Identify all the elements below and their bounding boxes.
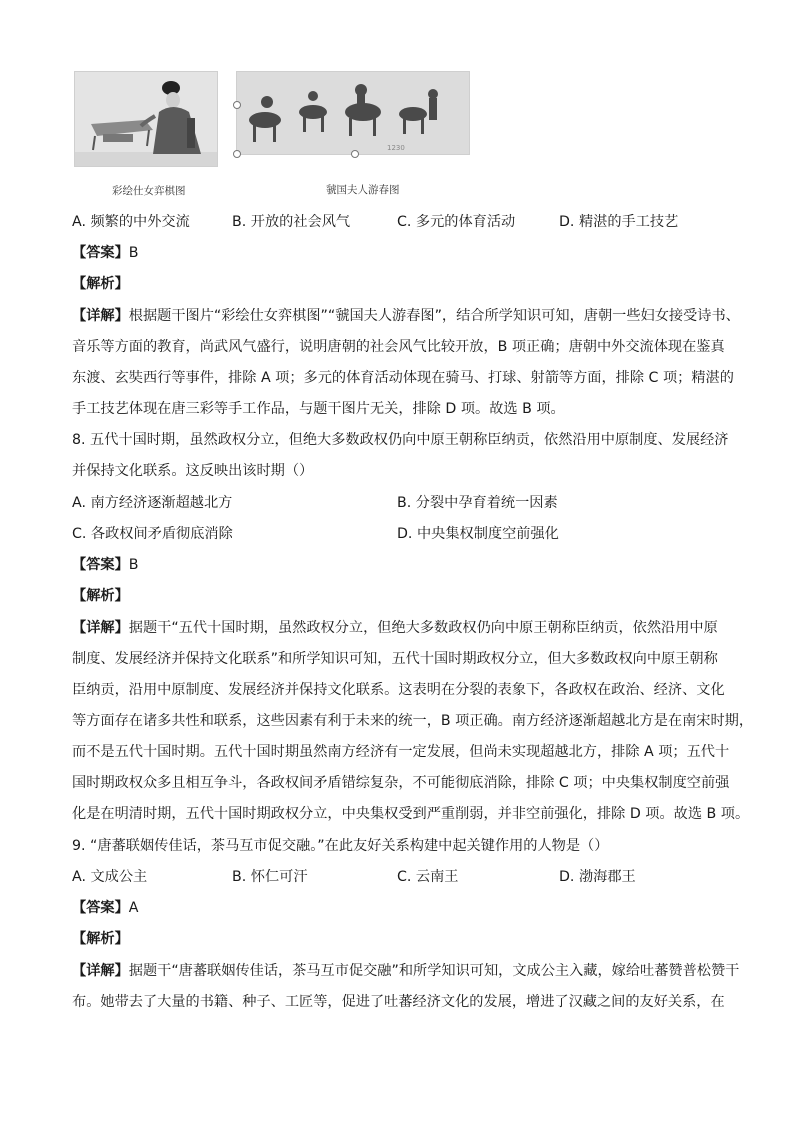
q7-option-b: B. 开放的社会风气 <box>232 214 351 230</box>
q8-detail-line: 国时期政权众多且相互争斗，各政权间矛盾错综复杂，不可能彻底消除，排除 C 项；中央集权制度空前强 <box>72 775 730 791</box>
q8-detail-line: 【详解】据题干“五代十国时期，虽然政权分立，但绝大多数政权仍向中原王朝称臣纳贡，依然沿用中原 <box>72 620 718 636</box>
answer-value: B <box>128 557 139 573</box>
q9-detail-line: 布。她带去了大量的书籍、种子、工匠等，促进了吐蕃经济文化的发展，增进了汉藏之间的友好关系，在 <box>72 994 725 1010</box>
detail-tag: 【详解】 <box>72 963 129 979</box>
q7-option-d: D. 精湛的手工技艺 <box>559 214 679 230</box>
lady-chess-painting <box>75 72 217 166</box>
q9-detail-line: 【详解】据题干“唐蕃联姻传佳话，茶马互市促交融”和所学知识可知，文成公主入藏，嫁给吐蕃赞普松赞干 <box>72 963 740 979</box>
q8-answer <box>72 555 139 575</box>
q8-stem-line: 8. 五代十国时期，虽然政权分立，但绝大多数政权仍向中原王朝称臣纳贡，依然沿用中原制度、发展经济 <box>72 432 729 448</box>
q8-stem-line: 并保持文化联系。这反映出该时期（） <box>72 463 314 479</box>
svg-text:1230: 1230 <box>387 144 405 152</box>
q8-option-c: C. 各政权间矛盾彻底消除 <box>72 526 233 542</box>
figure-lady-chess-image <box>74 71 218 167</box>
answer-value: A <box>128 900 139 916</box>
spring-outing-painting <box>237 72 469 154</box>
figure-spring-outing-image <box>236 71 470 155</box>
q7-detail-line: 东渡、玄奘西行等事件，排除 A 项；多元的体育活动体现在骑马、打球、射箭等方面，排除 C 项；精湛的 <box>72 370 734 386</box>
figure-caption: 虢国夫人游春图 <box>326 184 400 196</box>
q8-detail-line: 而不是五代十国时期。五代十国时期虽然南方经济有一定发展，但尚未实现超越北方，排除 A 项；五代十 <box>72 744 730 760</box>
q7-answer <box>72 243 139 263</box>
q8-option-d: D. 中央集权制度空前强化 <box>397 526 559 542</box>
q9-option-b: B. 怀仁可汗 <box>232 869 308 885</box>
q9-option-d: D. 渤海郡王 <box>559 869 636 885</box>
answer-tag: 【答案】 <box>72 900 129 916</box>
q9-option-a: A. 文成公主 <box>72 869 148 885</box>
q8-detail-line: 臣纳贡，沿用中原制度、发展经济并保持文化联系。这表明在分裂的表象下，各政权在政治、经济、文化 <box>72 682 725 698</box>
q8-detail-line: 制度、发展经济并保持文化联系”和所学知识可知，五代十国时期政权分立，但大多数政权向中原王朝称 <box>72 651 718 667</box>
q8-analysis-tag: 【解析】 <box>72 588 129 604</box>
resize-handle[interactable] <box>233 150 241 158</box>
q8-option-b: B. 分裂中孕育着统一因素 <box>397 495 558 511</box>
answer-tag: 【答案】 <box>72 245 129 261</box>
figure-caption: 彩绘仕女弈棋图 <box>112 185 186 197</box>
q9-option-c: C. 云南王 <box>397 869 459 885</box>
q8-detail-line: 化是在明清时期，五代十国时期政权分立，中央集权受到严重削弱，并非空前强化，排除 D 项。故选 B 项。 <box>72 806 750 822</box>
q7-detail-line: 【详解】根据题干图片“彩绘仕女弈棋图”“虢国夫人游春图”，结合所学知识可知，唐朝一些妇女接受诗书、 <box>72 308 740 324</box>
q7-detail-line: 手工技艺体现在唐三彩等手工作品，与题干图片无关，排除 D 项。故选 B 项。 <box>72 401 565 417</box>
answer-value: B <box>128 245 139 261</box>
q7-analysis-tag: 【解析】 <box>72 276 129 292</box>
q7-option-c: C. 多元的体育活动 <box>397 214 516 230</box>
q9-analysis-tag: 【解析】 <box>72 931 129 947</box>
q8-option-a: A. 南方经济逐渐超越北方 <box>72 495 233 511</box>
answer-tag: 【答案】 <box>72 557 129 573</box>
resize-handle[interactable] <box>351 150 359 158</box>
resize-handle[interactable] <box>233 101 241 109</box>
q8-detail-line: 等方面存在诸多共性和联系，这些因素有利于未来的统一，B 项正确。南方经济逐渐超越北方是在南宋时期， <box>72 713 754 729</box>
q7-option-a: A. 频繁的中外交流 <box>72 214 190 230</box>
q7-detail-line: 音乐等方面的教育，尚武风气盛行，说明唐朝的社会风气比较开放，B 项正确；唐朝中外交流体现在鉴真 <box>72 339 725 355</box>
detail-tag: 【详解】 <box>72 620 129 636</box>
q9-answer <box>72 898 138 918</box>
detail-tag: 【详解】 <box>72 308 129 324</box>
q9-stem: 9. “唐蕃联姻传佳话，茶马互市促交融。”在此友好关系构建中起关键作用的人物是（） <box>72 838 609 854</box>
